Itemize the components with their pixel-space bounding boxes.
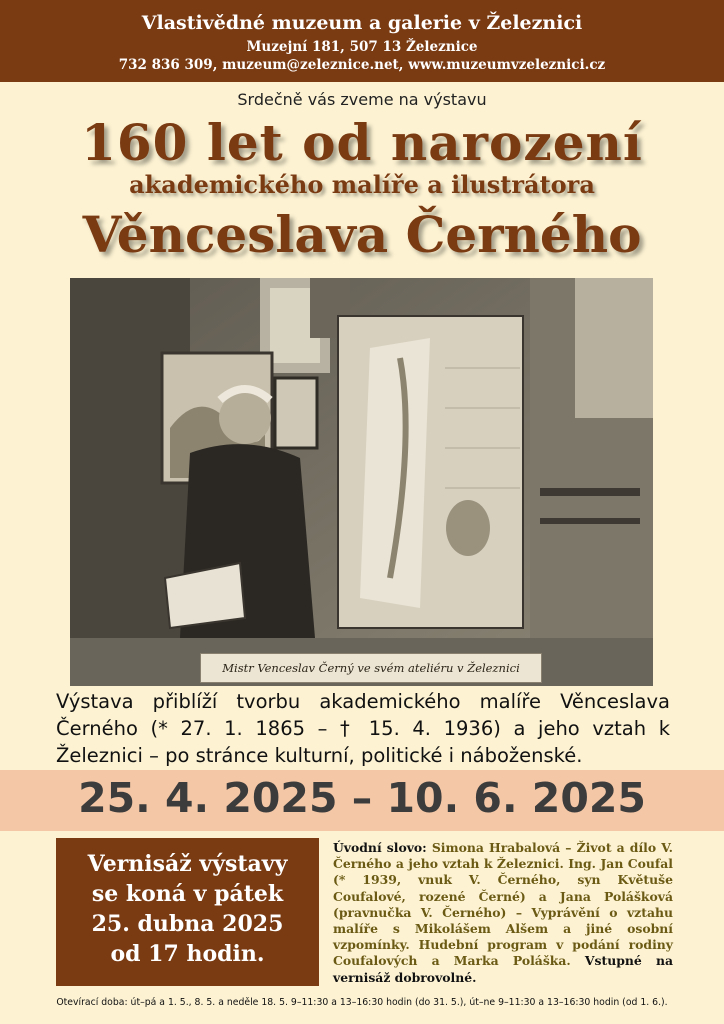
vernissage-line-1: Vernisáž výstavy [87,851,288,877]
program-entry-text: Vstupné na vernisáž dobrovolné. [333,953,673,985]
museum-address: Muzejní 181, 507 13 Železnice [246,39,478,55]
museum-name: Vlastivědné muzeum a galerie v Železnici [141,12,583,34]
museum-contact: 732 836 309, muzeum@zeleznice.net, www.muzeumvzeleznici.cz [118,57,606,73]
vernissage-line-3: 25. dubna 2025 [91,911,284,937]
program-music-text: Hudební program v podání rodiny Coufalových a Marka Poláška. [333,937,673,969]
opening-hours: Otevírací doba: út–pá a 1. 5., 8. 5. a neděle 18. 5. 9–11:30 a 13–16:30 hodin (do 31. 5.), út–ne 9–11:30 a 13–16:30 hodin (od 1. 6.). [56,997,668,1008]
studio-photo-illustration [70,278,653,686]
vernissage-program [333,840,673,986]
photo-caption: Mistr Venceslav Černý ve svém ateliéru v Železnici [200,653,542,683]
vernissage-box [56,838,319,986]
headline-subtitle: akademického malíře a ilustrátora [129,170,595,199]
vernissage-line-4: od 17 hodin. [110,941,265,967]
headline-artist-name: Věnceslava Černého [82,205,642,264]
invitation-text: Srdečně vás zveme na výstavu [237,90,487,109]
program-intro-text: Simona Hrabalová – Život a dílo V. Černého a jeho vztah k Železnici. [333,840,673,872]
artist-studio-photo [70,278,653,686]
program-intro-label: Úvodní slovo: [333,840,427,855]
exhibition-description: Výstava přiblíží tvorbu akademického malíře Věnceslava Černého (* 27. 1. 1865 – † 15. 4. 1936) a jeho vztah k Železnici – po stránce kulturní, politické i náboženské. [56,690,670,767]
museum-header [0,0,724,82]
exhibition-dates: 25. 4. 2025 – 10. 6. 2025 [78,774,646,822]
program-talk-text: Ing. Jan Coufal (* 1939, vnuk V. Černého, syn Květuše Coufalové, rozené Černé) a Jana Polášková (pravnučka V. Černého) – Vyprávění o vztahu malíře s Mikolášem Alšem a jiné osobní vzpomínky. [333,856,673,953]
vernissage-line-2: se koná v pátek [91,881,284,907]
headline-anniversary: 160 let od narození [81,113,643,172]
